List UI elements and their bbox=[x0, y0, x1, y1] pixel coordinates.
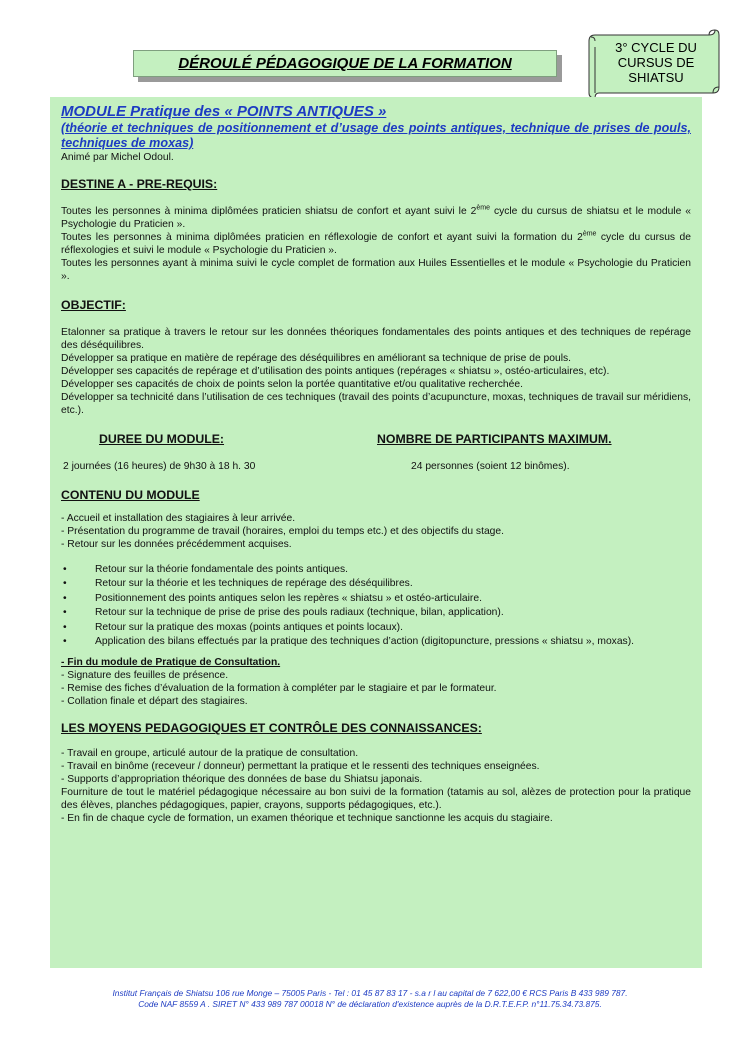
content bbox=[61, 103, 691, 825]
duration-participants-row bbox=[61, 417, 691, 473]
means-line: - Supports d’appropriation théorique des données de base du Shiatsu japonais. bbox=[61, 774, 423, 786]
objective-heading: OBJECTIF: bbox=[61, 298, 126, 312]
content-heading: CONTENU DU MODULE bbox=[61, 488, 200, 502]
title-box bbox=[133, 50, 557, 77]
module-end-heading: - Fin du module de Pratique de Consultation. bbox=[61, 657, 281, 669]
list-item: • Retour sur la technique de prise de prise des pouls radiaux (technique, bilan, application). bbox=[61, 606, 691, 620]
means-line: - Travail en binôme (receveur / donneur) permettant la pratique et le ressenti des techniques enseignées. bbox=[61, 761, 540, 773]
participants-label: NOMBRE DE PARTICIPANTS MAXIMUM. bbox=[377, 432, 612, 446]
module-title: MODULE Pratique des « POINTS ANTIQUES » bbox=[61, 103, 387, 120]
prereq-p3: Toutes les personnes ayant à minima suivi le cycle complet de formation aux Huiles Essentielles et le module « Psychologie du Praticien ». bbox=[61, 258, 691, 282]
list-item: • Positionnement des points antiques selon les repères « shiatsu » et ostéo-articulaire. bbox=[61, 592, 691, 606]
list-item: • Retour sur la théorie et les techniques de repérage des déséquilibres. bbox=[61, 577, 691, 591]
bullet-icon: • bbox=[63, 592, 67, 604]
module-end-line: - Remise des fiches d’évaluation de la formation à compléter par le stagiaire et par le formateur. bbox=[61, 683, 497, 695]
page-title: DÉROULÉ PÉDAGOGIQUE DE LA FORMATION bbox=[178, 55, 512, 72]
module-end-line: - Signature des feuilles de présence. bbox=[61, 670, 229, 682]
list-item: • Retour sur la théorie fondamentale des points antiques. bbox=[61, 563, 691, 577]
duration-value: 2 journées (16 heures) de 9h30 à 18 h. 30 bbox=[63, 461, 256, 472]
cycle-line-2: CURSUS DE bbox=[617, 55, 695, 70]
module-subtitle: (théorie et techniques de positionnement et d’usage des points antiques, technique de prises de pouls, techniques de moxas) bbox=[61, 121, 691, 150]
module-end-line: - Collation finale et départ des stagiaires. bbox=[61, 696, 248, 708]
list-item: • Retour sur la pratique des moxas (points antiques et points locaux). bbox=[61, 621, 691, 635]
footer-line-2: Code NAF 8559 A . SIRET N° 433 989 787 00018 N° de déclaration d'existence auprès de la D.R.T.E.F.P. n°11.75.34.73.875. bbox=[138, 999, 602, 1009]
bullet-icon: • bbox=[63, 621, 67, 633]
content-intro-line: - Accueil et installation des stagiaires à leur arrivée. bbox=[61, 513, 296, 524]
objective-line: Développer ses capacités de choix de points selon la portée quantitative et/ou qualitative recherchée. bbox=[61, 379, 523, 390]
objective-line: Développer ses capacités de repérage et d’utilisation des points antiques (repérages « shiatsu », ostéo-articulaires, etc). bbox=[61, 366, 610, 377]
means-line: Fourniture de tout le matériel pédagogique nécessaire au bon suivi de la formation (tatamis au sol, alèzes de protection pour la pratique des élèves, planches pédagogiques, papier, crayons, supports pédagogiques, etc.). bbox=[61, 787, 691, 812]
cycle-scroll-banner bbox=[587, 27, 720, 97]
list-item: • Application des bilans effectués par la pratique des techniques d’action (digitopuncture, pressions « shiatsu », moxas). bbox=[61, 635, 691, 649]
objective-line: Développer sa technicité dans l’utilisation de ces techniques (travail des points d’acupuncture, moxas, techniques de travail sur méridiens, etc.). bbox=[61, 392, 691, 416]
bullet-icon: • bbox=[63, 564, 67, 575]
page-footer bbox=[0, 988, 740, 1010]
objective-line: Développer sa pratique en matière de repérage des déséquilibres en améliorant sa technique de prise de pouls. bbox=[61, 353, 572, 364]
prereq-p1: Toutes les personnes à minima diplômées praticien shiatsu de confort et ayant suivi le 2ème cycle du cursus de shiatsu et le module « Psychologie du Praticien ». bbox=[61, 204, 691, 230]
bullet-icon: • bbox=[63, 578, 67, 590]
cycle-label bbox=[601, 40, 711, 85]
content-intro-line: - Retour sur les données précédemment acquises. bbox=[61, 539, 292, 550]
means-line: - Travail en groupe, articulé autour de la pratique de consultation. bbox=[61, 748, 359, 760]
prereq-heading: DESTINE A - PRE-REQUIS: bbox=[61, 177, 218, 191]
content-bullet-list bbox=[61, 563, 691, 649]
objective-line: Etalonner sa pratique à travers le retour sur les données théoriques fondamentales des points antiques et des techniques de repérage des déséquilibres. bbox=[61, 327, 691, 351]
footer-line-1: Institut Français de Shiatsu 106 rue Monge – 75005 Paris - Tel : 01 45 87 83 17 - s.a r l au capital de 7 622,00 € RCS Paris B 433 989 787. bbox=[112, 988, 628, 998]
prereq-p2: Toutes les personnes à minima diplômées praticien en réflexologie de confort et ayant suivi la formation du 2ème cycle du cursus de réflexologies et suivi le module « Psychologie du Praticien ». bbox=[61, 230, 691, 256]
content-intro-line: - Présentation du programme de travail (horaires, emploi du temps etc.) et des objectifs du stage. bbox=[61, 526, 504, 537]
bullet-icon: • bbox=[63, 636, 67, 648]
means-line: - En fin de chaque cycle de formation, un examen théorique et technique sanctionne les acquis du stagiaire. bbox=[61, 813, 553, 825]
participants-value: 24 personnes (soient 12 binômes). bbox=[411, 461, 570, 472]
duration-label: DUREE DU MODULE: bbox=[99, 432, 225, 446]
bullet-icon: • bbox=[63, 607, 67, 619]
module-animator: Animé par Michel Odoul. bbox=[61, 152, 174, 163]
cycle-line-1: 3° CYCLE DU bbox=[615, 40, 697, 55]
means-heading: LES MOYENS PEDAGOGIQUES ET CONTRÔLE DES CONNAISSANCES: bbox=[61, 721, 482, 736]
cycle-line-3: SHIATSU bbox=[628, 70, 684, 85]
